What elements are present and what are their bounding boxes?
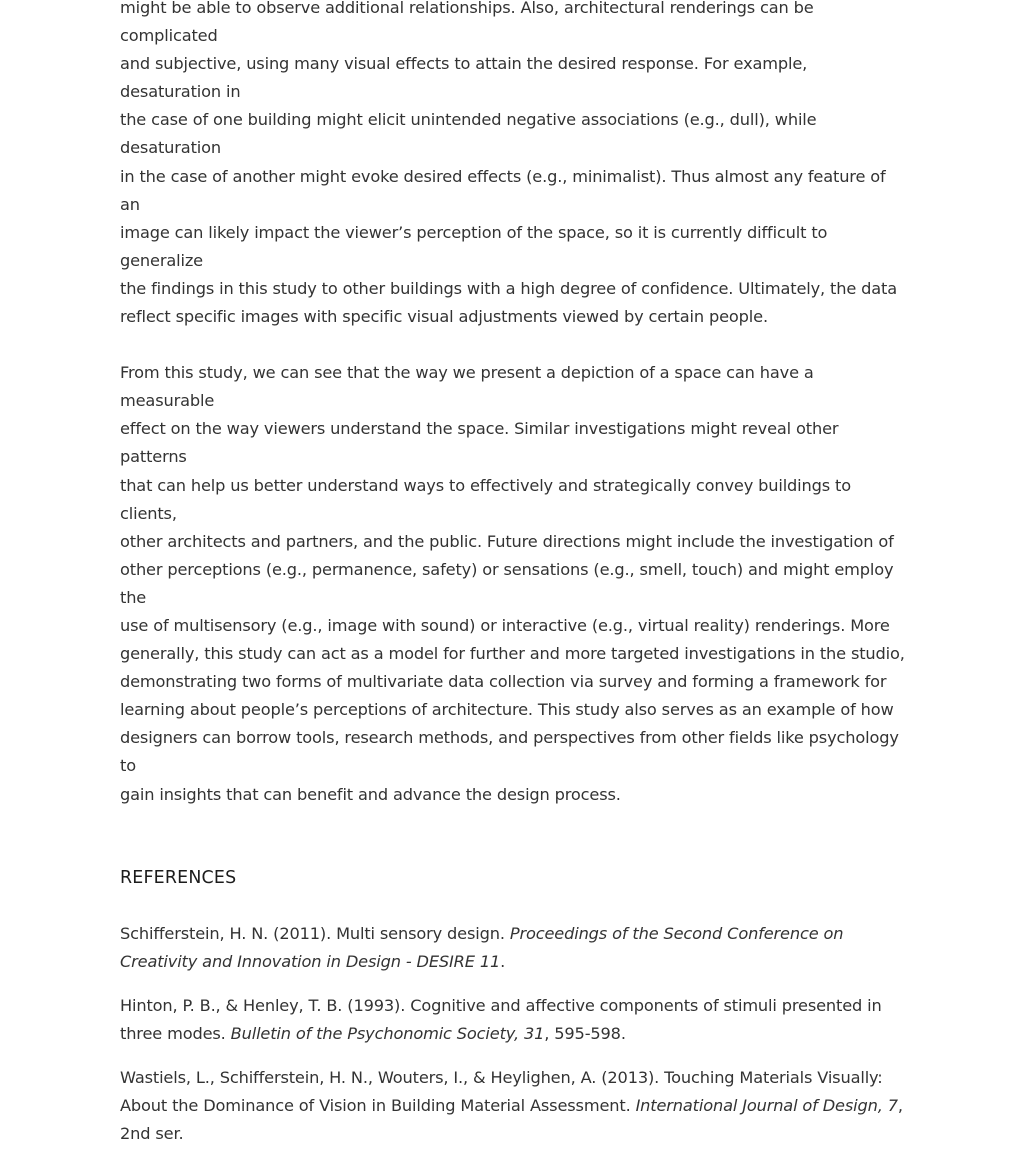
conclusion-paragraph: From this study, we can see that the way we present a depiction of a space can have a measurable effect on the way viewers understand the space. Similar investigations might reveal other patterns that can help us better understand ways to effectively and strategically convey buildings to clients, other architects and partners, and the public. Future directions might include the investigation of other perceptions (e.g., permanence, safety) or sensations (e.g., smell, touch) and might employ the use of multisensory (e.g., image with sound) or interactive (e.g., virtual reality) renderings. More generally, this study can act as a model for further and more targeted investigations in the studio, demonstrating two forms of multivariate data collection via survey and forming a framework for learning about people’s perceptions of architecture. This study also serves as an example of how designers can borrow tools, research methods, and perspectives from other fields like psychology to gain insights that can benefit and advance the design process. [120,363,905,804]
reference-tail: , 595-598. [544,1023,626,1043]
reference-source: Bulletin of the Psychonomic Society, 31 [230,1023,545,1043]
document-page [120,0,910,1164]
reference-tail: , 2nd ser. [120,1096,903,1144]
reference-tail: . [500,951,506,971]
references-heading: REFERENCES [120,867,237,888]
reference-authors-title: Hinton, P. B., & Henley, T. B. (1993). Cognitive and affective components of stimuli presented in three modes. [120,995,882,1043]
reference-list [120,920,910,1149]
reference-item [120,992,910,1048]
discussion-paragraph: might be able to observe additional relationships. Also, architectural renderings can be complicated and subjective, using many visual effects to attain the desired response. For example, desaturation in the case of one building might elicit unintended negative associations (e.g., dull), while desaturation in the case of another might evoke desired effects (e.g., minimalist). Thus almost any feature of an image can likely impact the viewer’s perception of the space, so it is currently difficult to generalize the findings in this study to other buildings with a high degree of confidence. Ultimately, the data reflect specific images with specific visual adjustments viewed by certain people. [120,0,898,327]
reference-authors-title: Wastiels, L., Schifferstein, H. N., Wouters, I., & Heylighen, A. (2013). Touching Materials Visually: About the Dominance of Vision in Building Material Assessment. [120,1068,883,1116]
reference-source: Proceedings of the Second Conference on Creativity and Innovation in Design - DESIRE 11 [120,923,844,971]
reference-item [120,1064,910,1148]
reference-authors-title: Schifferstein, H. N. (2011). Multi sensory design. [120,923,510,943]
reference-source: International Journal of Design, 7 [635,1096,898,1116]
reference-item [120,920,910,976]
